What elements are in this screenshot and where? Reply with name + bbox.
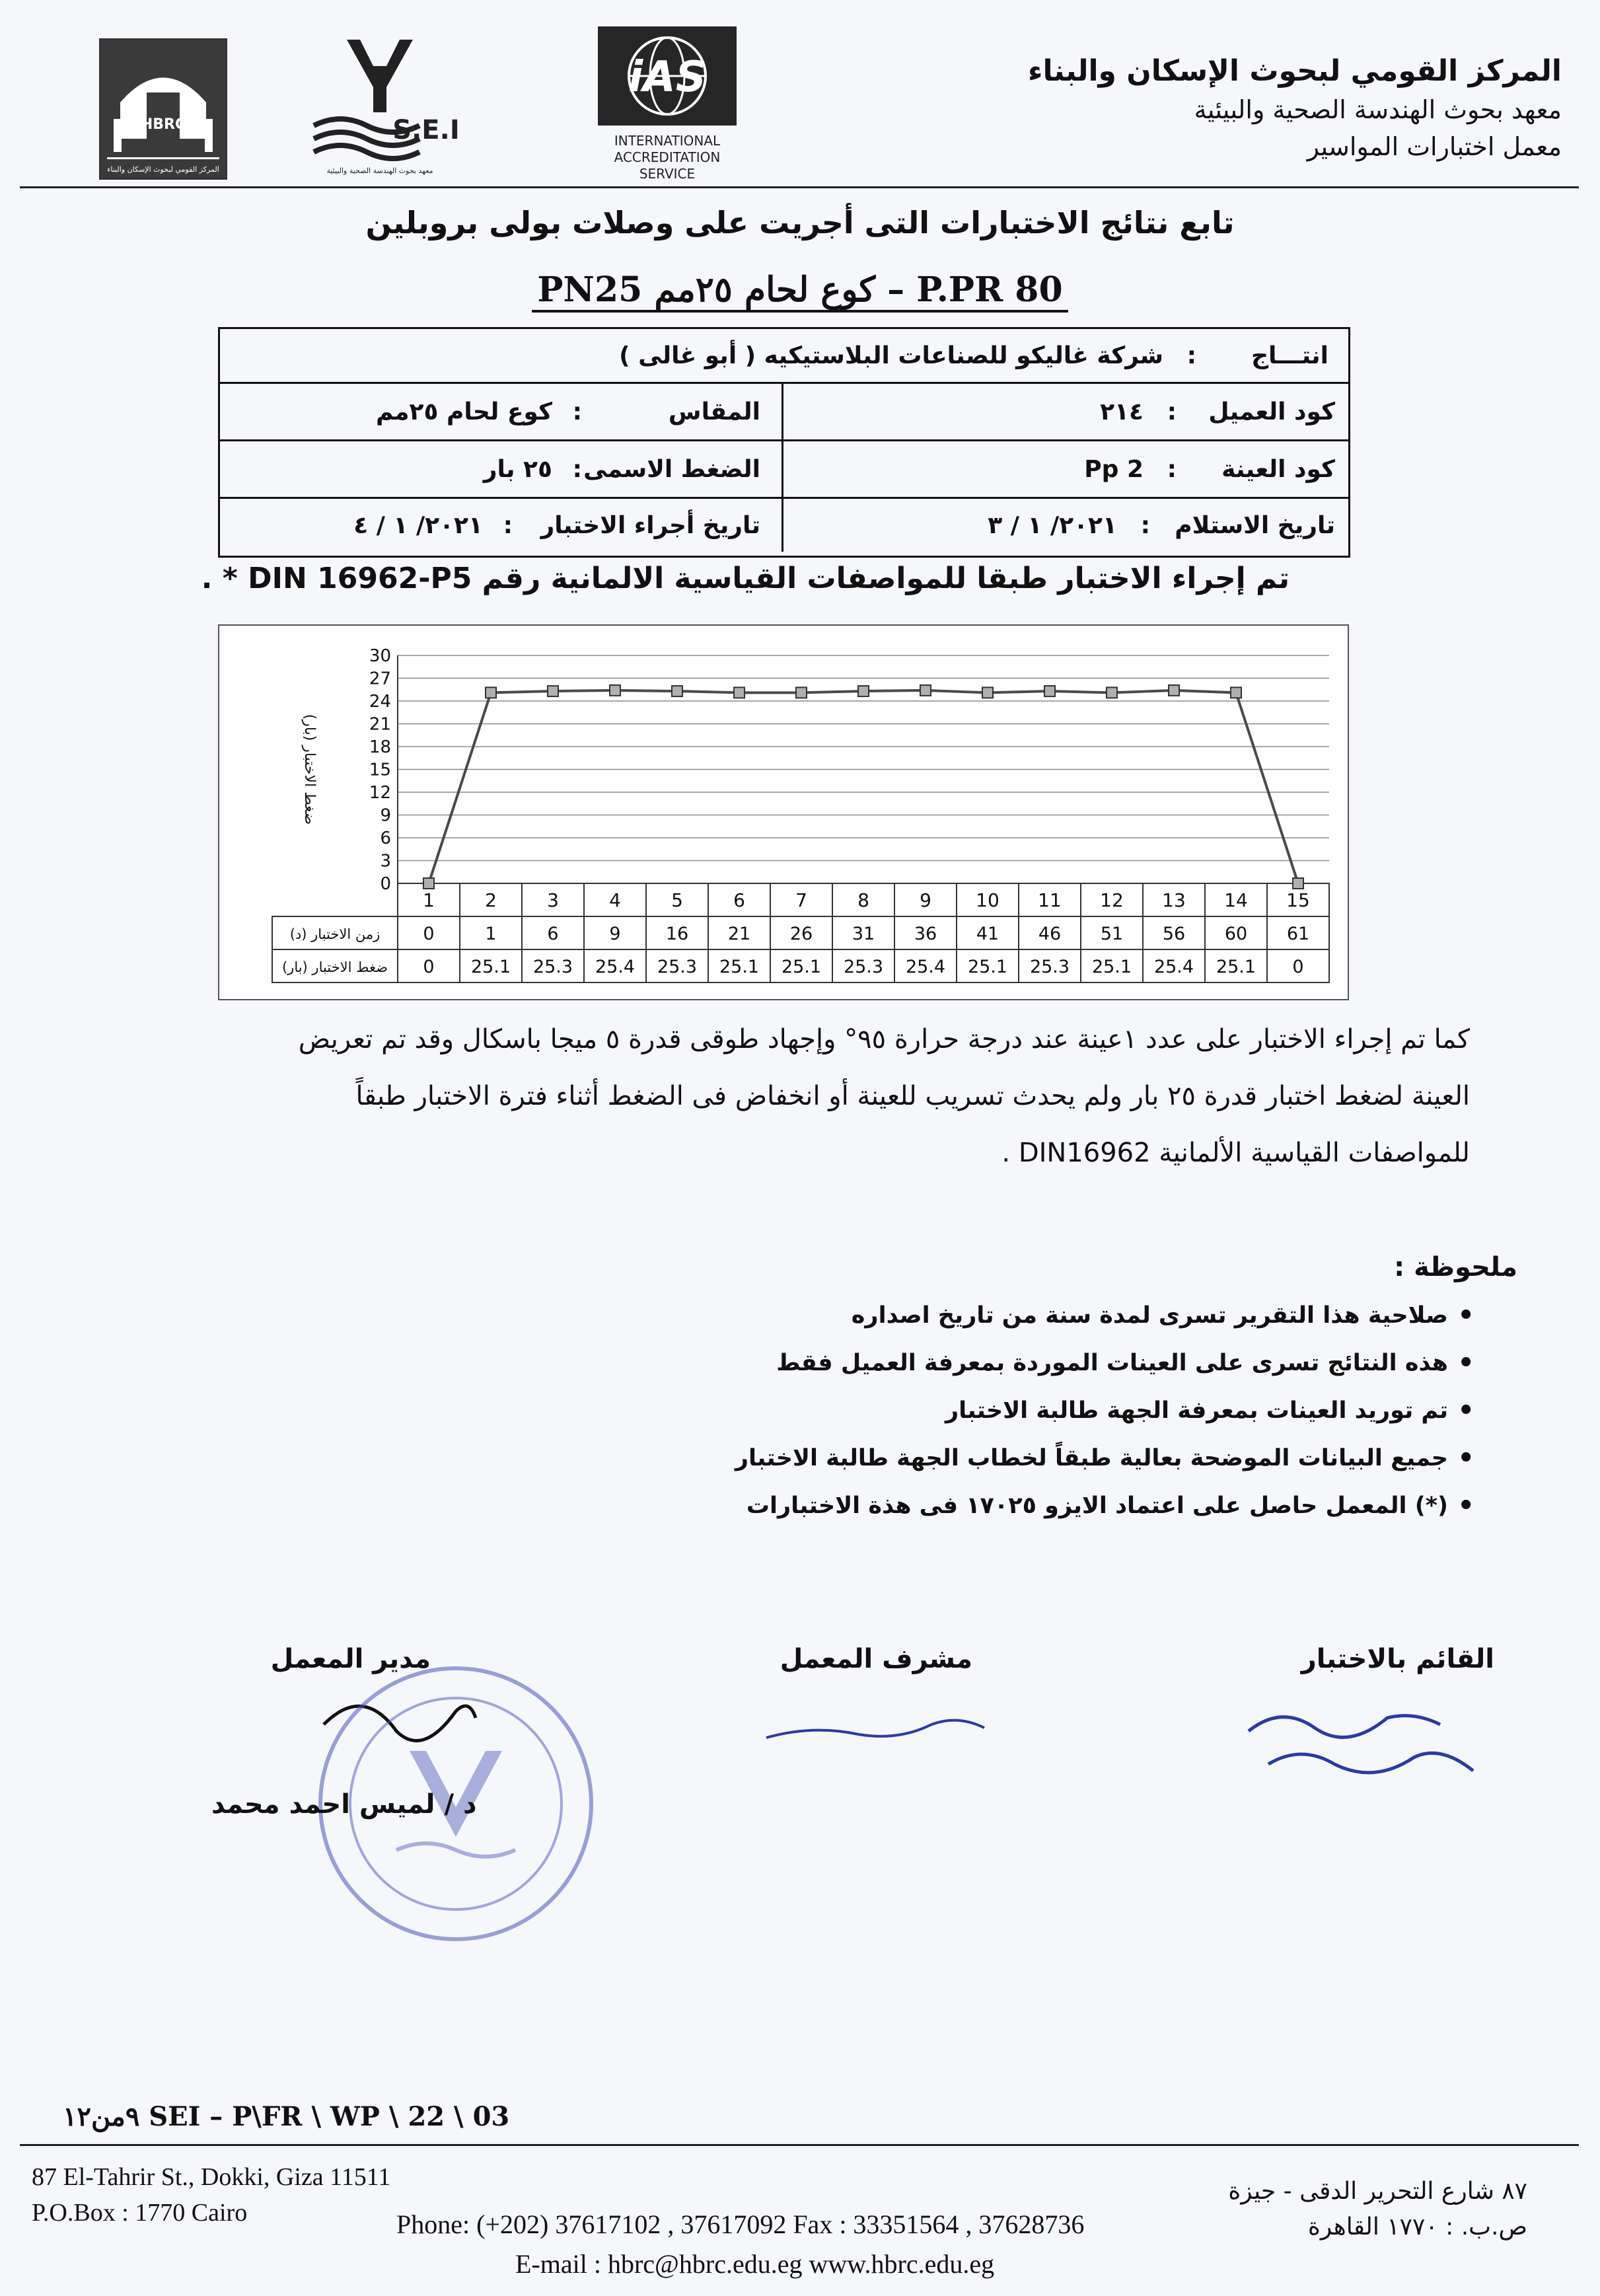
time-cell: 21 — [727, 924, 751, 944]
lab-name: معمل اختبارات المواسير — [1307, 132, 1562, 161]
pressure-cell: 25.1 — [1091, 957, 1132, 977]
pressure-chart-svg — [219, 626, 1348, 999]
test-date-colon: : — [503, 511, 513, 539]
time-row-label: زمن الاختبار (د) — [289, 926, 381, 942]
notes-heading: ملحوظة : — [1394, 1252, 1517, 1282]
footer-address-ar — [1228, 2174, 1527, 2245]
receipt-date-label: تاريخ الاستلام — [1175, 511, 1335, 539]
time-cell: 51 — [1100, 924, 1124, 944]
x-tick-label: 8 — [857, 889, 869, 911]
pressure-chart — [218, 624, 1349, 1000]
client-code-value: ٢١٤ — [1100, 398, 1144, 426]
pressure-row-label: ضغط الاختبار (بار) — [281, 959, 388, 975]
address-ar-line1: ٨٧ شارع التحرير الدقى - جيزة — [1228, 2178, 1527, 2205]
info-row-producer — [220, 329, 1348, 384]
hbrc-logo — [99, 38, 227, 180]
manager-name: د / لميس احمد محمد — [211, 1789, 477, 1820]
ias-logo-line3: SERVICE — [639, 166, 696, 182]
report-subtitle-wrapper — [0, 270, 1600, 313]
sei-logo-subtitle: معهد بحوث الهندسة الصحية والبيئية — [326, 167, 433, 175]
y-tick-label: 6 — [380, 829, 391, 848]
data-point — [423, 878, 434, 889]
y-tick-label: 0 — [380, 874, 391, 894]
x-tick-label: 4 — [609, 889, 621, 911]
time-cell: 1 — [485, 924, 497, 944]
standard-statement: تم إجراء الاختبار طبقا للمواصفات القياسية الالمانية رقم DIN 16962-P5 * . — [201, 562, 1290, 595]
x-tick-label: 1 — [423, 889, 435, 911]
pressure-cell: 25.3 — [532, 957, 573, 977]
test-date-label: تاريخ أجراء الاختبار — [540, 511, 760, 539]
data-point — [1231, 687, 1241, 698]
receipt-date-value: ٢٠٢١/ ١ / ٣ — [988, 511, 1117, 539]
time-cell: 56 — [1162, 924, 1186, 944]
sample-code-label: كود العينة — [1221, 455, 1335, 483]
data-point — [796, 687, 807, 698]
ias-logo-line2: ACCREDITATION — [614, 149, 721, 165]
y-tick-label: 24 — [369, 692, 391, 712]
producer-colon: : — [1186, 342, 1196, 369]
nominal-pressure-label: الضغط الاسمى — [583, 455, 760, 483]
x-tick-label: 3 — [547, 889, 559, 911]
note-item: • صلاحية هذا التقرير تسرى لمدة سنة من تاريخ اصداره — [735, 1292, 1474, 1339]
sample-code-colon: : — [1167, 455, 1177, 483]
institute-name: معهد بحوث الهندسة الصحية والبيئية — [1194, 95, 1562, 124]
time-cell: 61 — [1286, 924, 1310, 944]
y-tick-label: 3 — [380, 851, 391, 871]
ias-logo — [595, 26, 740, 182]
footer-address-en — [32, 2159, 390, 2231]
time-cell: 41 — [976, 924, 1000, 944]
note-item: • (*) المعمل حاصل على اعتماد الايزو ١٧٠٢٥ فى هذة الاختبارات — [735, 1482, 1474, 1530]
test-date-value: ٢٠٢١/ ١ / ٤ — [353, 511, 483, 539]
organization-header — [1028, 52, 1562, 165]
pressure-cell: 25.1 — [781, 957, 822, 977]
info-row-2 — [220, 384, 1348, 441]
y-axis-label: ضغط الاختبار (بار) — [301, 714, 318, 825]
pressure-cell: 25.1 — [1216, 957, 1256, 977]
time-cell: 26 — [789, 924, 813, 944]
x-tick-label: 12 — [1100, 889, 1124, 911]
notes-list — [735, 1292, 1474, 1530]
pressure-cell: 25.1 — [967, 957, 1008, 977]
data-point — [1044, 686, 1055, 696]
time-cell: 31 — [852, 924, 875, 944]
x-tick-label: 13 — [1162, 889, 1186, 911]
supervisor-signature — [760, 1698, 998, 1760]
data-point — [982, 687, 993, 698]
report-subtitle: P.PR 80 – كوع لحام ٢٥مم PN25 — [532, 270, 1068, 313]
data-point — [858, 686, 869, 696]
hbrc-logo-text: HBRC — [140, 116, 186, 133]
pressure-cell: 25.4 — [905, 957, 946, 977]
size-value: كوع لحام ٢٥مم — [375, 398, 552, 426]
pressure-cell: 25.1 — [719, 957, 760, 977]
hbrc-logo-subtitle: المركز القومي لبحوث الإسكان والبناء — [107, 165, 219, 174]
tester-title: القائم بالاختبار — [1301, 1644, 1494, 1674]
form-code: SEI – P\FR \ WP \ 22 \ 03 ٩من١٢ — [63, 2101, 510, 2132]
time-cell: 36 — [914, 924, 937, 944]
test-description — [132, 1011, 1470, 1181]
supervisor-title: مشرف المعمل — [780, 1644, 972, 1674]
time-cell: 9 — [609, 924, 621, 944]
nominal-pressure-colon: : — [572, 455, 582, 483]
pressure-series-line — [429, 690, 1298, 883]
pressure-cell: 0 — [1292, 957, 1304, 977]
footer-phone: Phone: (+202) 37617102 , 37617092 Fax : 33351564 , 37628736 — [396, 2209, 1085, 2239]
note-item: • هذه النتائج تسرى على العينات الموردة بمعرفة العميل فقط — [735, 1339, 1474, 1387]
x-tick-label: 6 — [733, 889, 745, 911]
manager-title: مدير المعمل — [270, 1644, 431, 1674]
sei-logo-text: S.E.I — [392, 115, 459, 145]
producer-value: شركة غاليكو للصناعات البلاستيكيه ( أبو غالى ) — [619, 342, 1163, 369]
x-tick-label: 5 — [671, 889, 683, 911]
note-item: • جميع البيانات الموضحة بعالية طبقاً لخطاب الجهة طالبة الاختبار — [735, 1434, 1474, 1482]
pressure-cell: 25.4 — [595, 957, 636, 977]
note-item: • تم توريد العينات بمعرفة الجهة طالبة الاختبار — [735, 1387, 1474, 1434]
data-point — [610, 685, 620, 696]
info-row-3 — [220, 441, 1348, 499]
data-point — [1293, 878, 1303, 889]
address-en-line1: 87 El-Tahrir St., Dokki, Giza 11511 — [32, 2163, 391, 2191]
time-cell: 0 — [423, 924, 435, 944]
x-tick-label: 14 — [1224, 889, 1248, 911]
y-tick-label: 9 — [380, 805, 391, 826]
time-cell: 46 — [1038, 924, 1062, 944]
pressure-cell: 25.4 — [1153, 957, 1194, 977]
nominal-pressure-value: ٢٥ بار — [483, 455, 552, 483]
test-description-line3: للمواصفات القياسية الألمانية DIN16962 . — [1001, 1138, 1470, 1168]
data-point — [1107, 687, 1117, 698]
ias-logo-line1: INTERNATIONAL — [614, 133, 721, 149]
address-en-line2: P.O.Box : 1770 Cairo — [32, 2199, 248, 2227]
x-tick-label: 2 — [485, 889, 497, 911]
data-point — [1169, 685, 1179, 696]
data-point — [548, 686, 558, 696]
info-row-4 — [220, 499, 1348, 552]
y-tick-label: 30 — [369, 646, 391, 666]
pressure-cell: 25.3 — [657, 957, 698, 977]
footer-divider — [20, 2144, 1579, 2146]
pressure-cell: 0 — [423, 957, 435, 977]
sample-code-value: Pp 2 — [1084, 455, 1144, 483]
sei-logo — [301, 26, 459, 178]
receipt-date-colon: : — [1140, 511, 1150, 539]
time-cell: 6 — [547, 924, 559, 944]
time-cell: 16 — [665, 924, 689, 944]
pressure-cell: 25.3 — [843, 957, 884, 977]
x-tick-label: 7 — [795, 889, 807, 911]
ias-logo-text: iAS — [628, 53, 706, 102]
pressure-cell: 25.1 — [470, 957, 511, 977]
y-tick-label: 27 — [369, 669, 391, 689]
header-divider — [20, 186, 1579, 188]
data-point — [734, 687, 745, 698]
test-description-line1: كما تم إجراء الاختبار على عدد ١عينة عند درجة حرارة ٩٥° وإجهاد طوقى قدرة ٥ ميجا باسكال وقد تم تعريض — [298, 1024, 1470, 1055]
sample-info-table — [218, 327, 1350, 558]
y-tick-label: 18 — [369, 737, 391, 757]
test-description-line2: العينة لضغط اختبار قدرة ٢٥ بار ولم يحدث تسريب للعينة أو انخفاض فى الضغط أثناء فترة الاختبار طبقاً — [355, 1081, 1470, 1111]
tester-signature — [1242, 1691, 1506, 1806]
footer-email: E-mail : hbrc@hbrc.edu.eg www.hbrc.edu.eg — [515, 2249, 995, 2279]
data-point — [920, 685, 931, 696]
x-tick-label: 11 — [1038, 889, 1062, 911]
y-tick-label: 15 — [369, 760, 391, 780]
report-title: تابع نتائج الاختبارات التى أجريت على وصلات بولى بروبلين — [365, 205, 1235, 241]
size-label: المقاس — [668, 398, 760, 426]
client-code-label: كود العميل — [1208, 398, 1335, 426]
data-point — [672, 686, 682, 696]
x-tick-label: 10 — [976, 889, 1000, 911]
x-tick-label: 9 — [920, 889, 931, 911]
address-ar-line2: ص.ب. : ١٧٧٠ القاهرة — [1308, 2213, 1527, 2240]
pressure-cell: 25.3 — [1029, 957, 1070, 977]
data-point — [486, 687, 496, 698]
y-tick-label: 21 — [369, 714, 391, 735]
org-name: المركز القومي لبحوث الإسكان والبناء — [1028, 54, 1562, 88]
client-code-colon: : — [1167, 398, 1177, 426]
time-cell: 60 — [1224, 924, 1248, 944]
size-colon: : — [572, 398, 582, 426]
producer-label: انتـــاج — [1251, 342, 1328, 369]
y-tick-label: 12 — [369, 783, 391, 803]
x-tick-label: 15 — [1286, 889, 1310, 911]
